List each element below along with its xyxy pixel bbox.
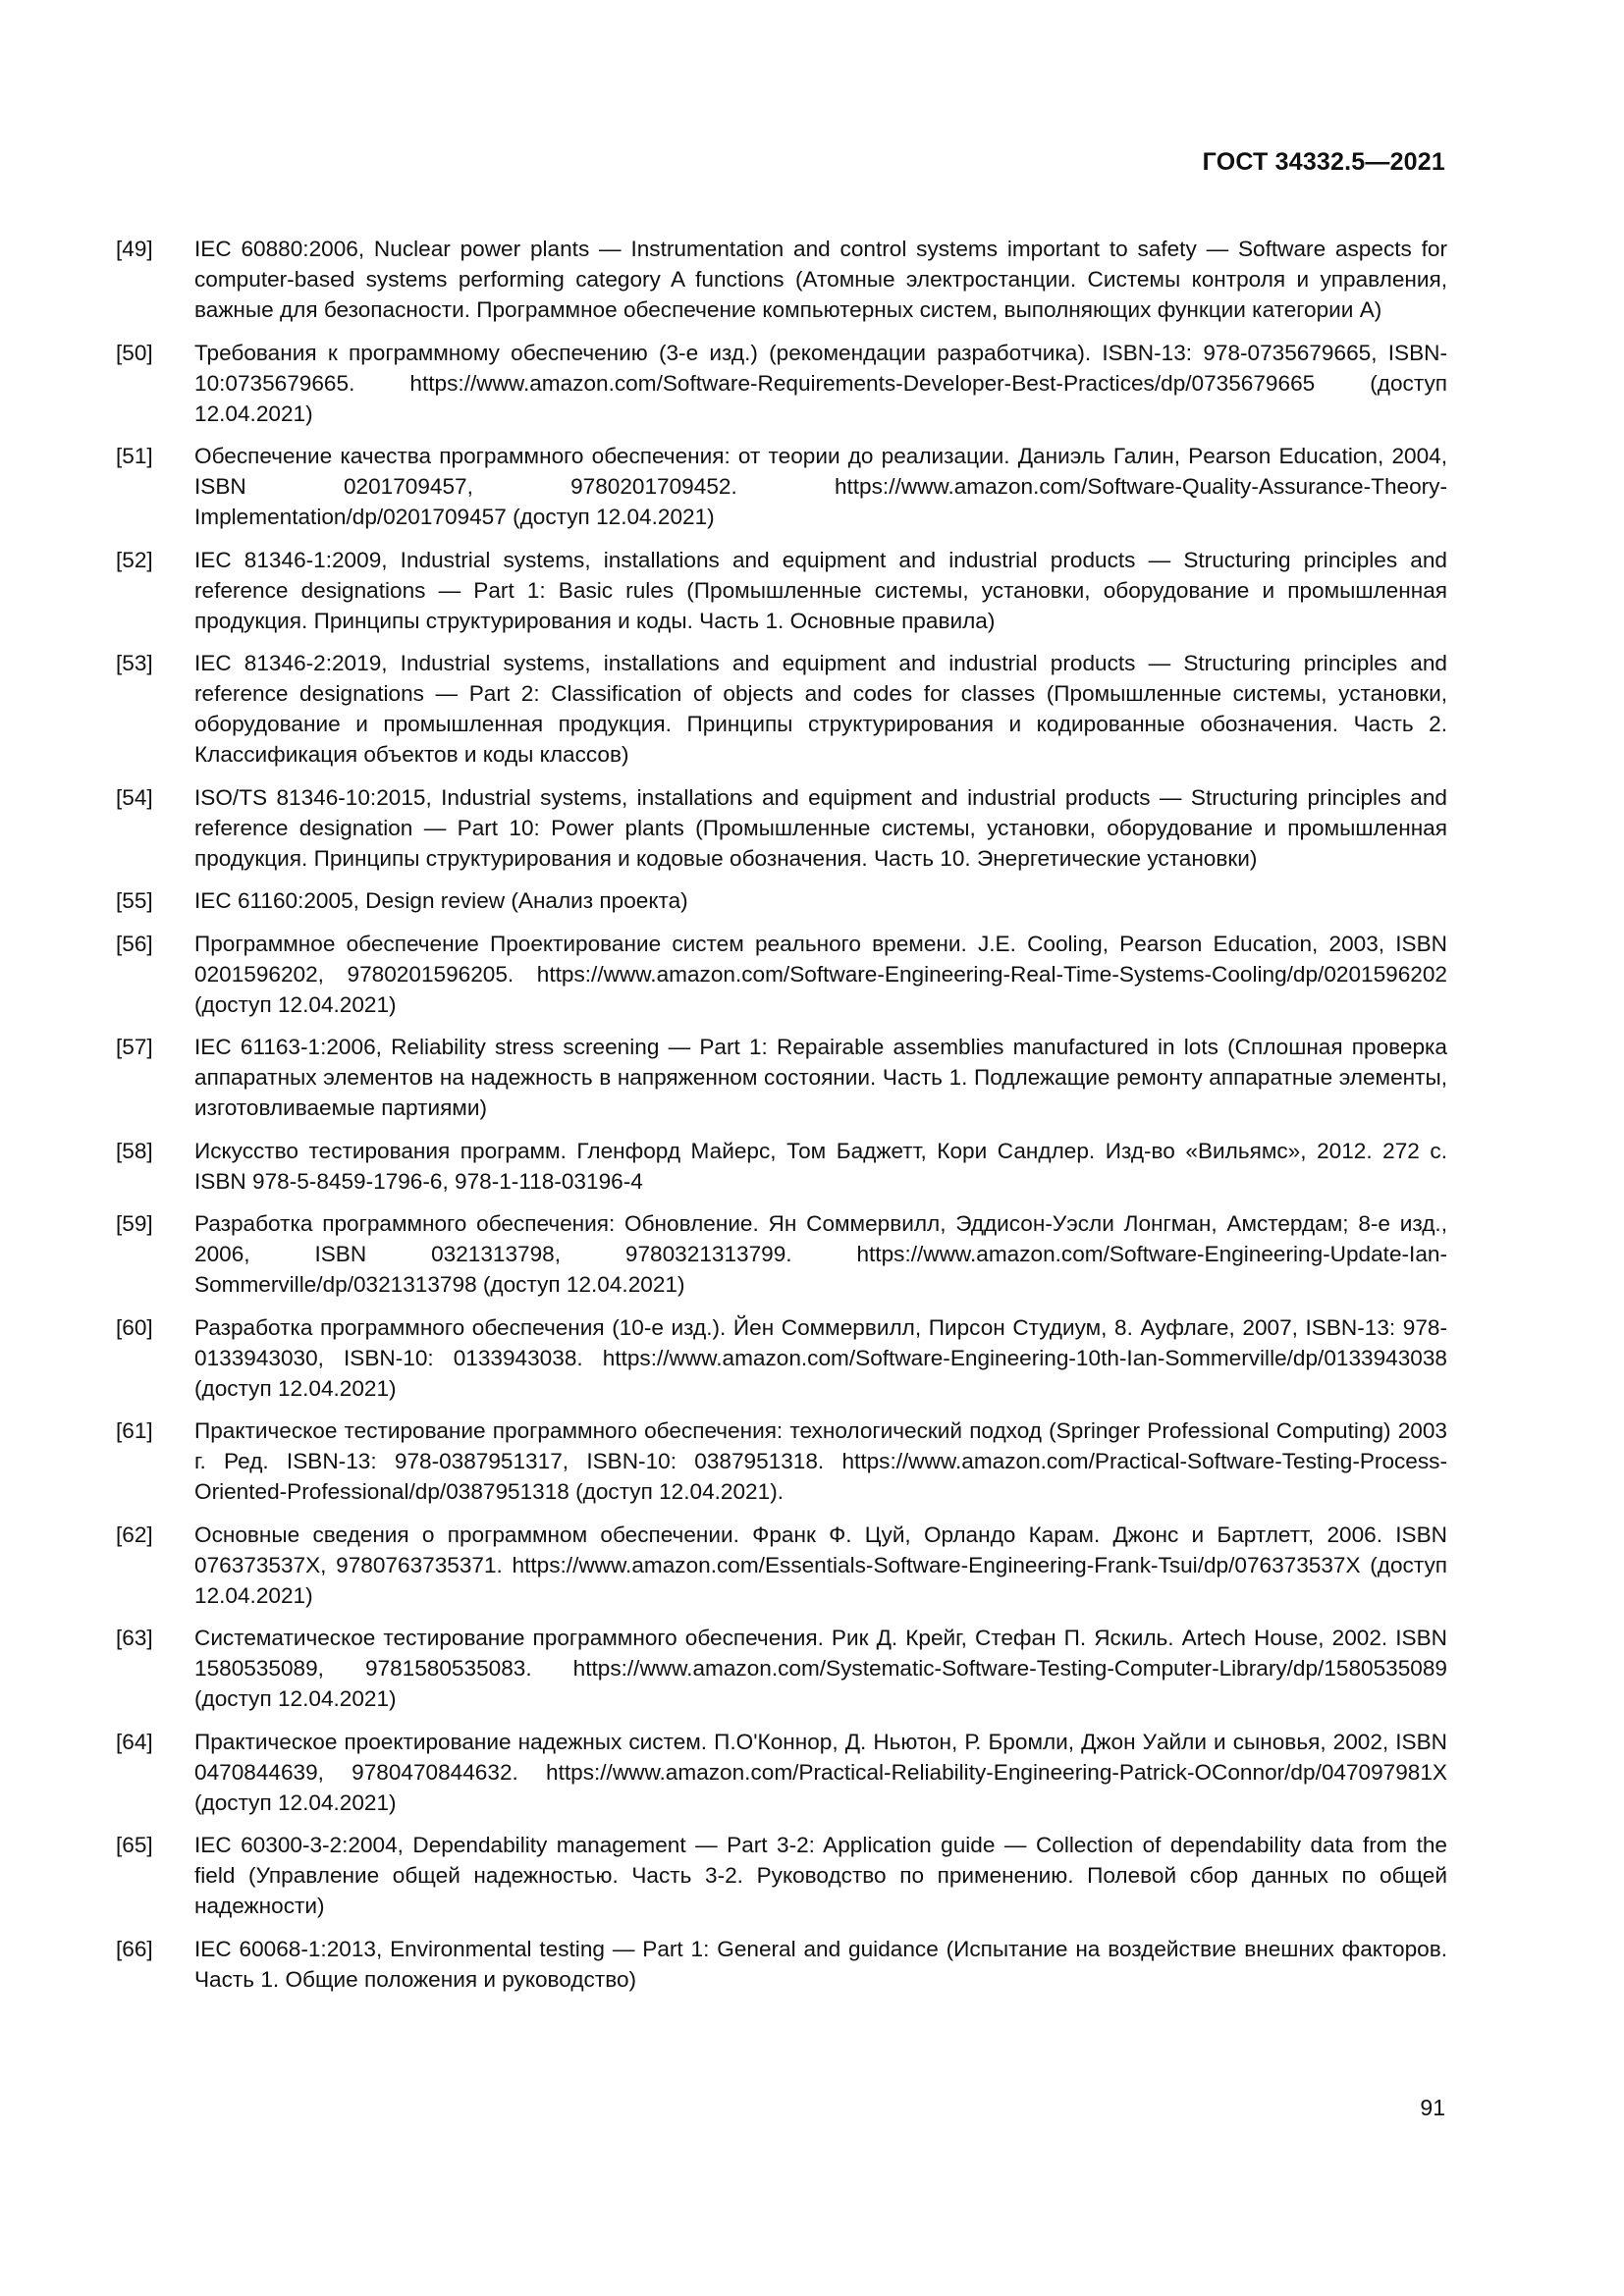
entry-text: Обеспечение качества программного обеспечения: от теории до реализации. Даниэль Галин, Pearson Education, 2004, ISBN 0201709457, 9780201709452. https://​www.amazon.com/​Software-Quality-Assurance-Theory-Implementation/dp/0201709457 (доступ 12.04.2021) — [194, 444, 1447, 529]
entry-number: [61] — [116, 1418, 153, 1443]
bibliography-entry — [116, 1312, 1447, 1404]
entry-number: [59] — [116, 1211, 153, 1236]
bibliography-entry — [116, 1727, 1447, 1818]
bibliography-entry — [116, 338, 1447, 429]
entry-text: IEC 61160:2005, Design review (Анализ проекта) — [194, 888, 688, 913]
entry-number: [53] — [116, 651, 153, 675]
bibliography-entry — [116, 1032, 1447, 1123]
entry-number: [66] — [116, 1936, 153, 1961]
entry-text: IEC 61163-1:2006, Reliability stress screening — Part 1: Repairable assemblies manufactured in lots (Сплошная проверка аппаратных элементов на надежность в напряженном состоянии. Часть 1. Подлежащие ремонту аппаратные элементы, изготовливаемые партиями) — [194, 1035, 1447, 1120]
bibliography-entry — [116, 1136, 1447, 1197]
bibliography-entry — [116, 1623, 1447, 1714]
entry-number: [54] — [116, 784, 153, 810]
bibliography-entry — [116, 929, 1447, 1020]
entry-number: [65] — [116, 1833, 153, 1857]
bibliography-entry — [116, 782, 1447, 874]
entry-number: [64] — [116, 1729, 153, 1754]
entry-text: IEC 60300-3-2:2004, Dependability management — Part 3-2: Application guide — Collection of dependability data from the field (Управление общей надежностью. Часть 3-2. Руководство по применению. Полевой сбор данных по общей надежности) — [194, 1833, 1447, 1918]
bibliography-entry — [116, 545, 1447, 636]
entry-text: ISO/TS 81346-10:2015, Industrial systems, installations and equipment and industrial products — Structuring principles and reference designation — Part 10: Power plants (Промышленные системы, установки, оборудование и промышленная продукция. Принципы структурирования и кодовые обозначения. Часть 10. Энергетические установки) — [194, 784, 1447, 871]
entry-text: Разработка программного обеспечения: Обновление. Ян Соммервилл, Эддисон-Уэсли Лонгман, Амстердам; 8-е изд., 2006, ISBN 0321313798, 9780321313799. https://​www.amazon.com/​Software-Engineering-Update-Ian-​Sommerville/dp/0321313798 (доступ 12.04.2021) — [194, 1211, 1447, 1297]
entry-text: Искусство тестирования программ. Гленфорд Майерс, Том Баджетт, Кори Сандлер. Изд-во «Вильямс», 2012. 272 с. ISBN 978-5-8459-1796-6, 978-1-118-03196-4 — [194, 1138, 1447, 1194]
bibliography-entry — [116, 1830, 1447, 1921]
bibliography-entry — [116, 885, 1447, 916]
bibliography-entry — [116, 234, 1447, 325]
entry-number: [50] — [116, 340, 153, 365]
entry-number: [51] — [116, 444, 153, 468]
bibliography-entry — [116, 1934, 1447, 1995]
entry-number: [63] — [116, 1626, 153, 1650]
bibliography-entry — [116, 1208, 1447, 1300]
entry-text: Требования к программному обеспечению (3-е изд.) (рекомендации разработчика). ISBN-13: 978-​0735679665, ISBN-10:0735679665. https://​www.amazon.com/​Software-Requirements-Developer-Best-Practices/​dp/0735679665 (доступ 12.04.2021) — [194, 340, 1447, 426]
bibliography-list — [116, 234, 1447, 2006]
entry-text: Программное обеспечение Проектирование систем реального времени. J.E. Cooling, Pearson Education, 2003, ISBN 0201596202, 9780201596205. https://​www.amazon.com/​Software-Engineering-Real-Time-Systems-Cooling/dp/0201596202 (доступ 12.04.2021) — [194, 931, 1447, 1017]
entry-text: Практическое проектирование надежных систем. П.О'Коннор, Д. Ньютон, Р. Бромли, Джон Уайли и сыновья, 2002, ISBN 0470844639, 9780470844632. https://​www.amazon.com/​Practical-Reliability-Engineering-Patrick-​OConnor/dp/047097981X (доступ 12.04.2021) — [194, 1729, 1447, 1815]
bibliography-entry — [116, 441, 1447, 532]
bibliography-entry — [116, 1520, 1447, 1611]
entry-text: Систематическое тестирование программного обеспечения. Рик Д. Крейг, Стефан П. Яскиль. Artech House, 2002. ISBN 1580535089, 9781580535083. https://​www.amazon.com/​Systematic-Software-Testing-Computer-Library/dp/1580535089 (доступ 12.04.2021) — [194, 1626, 1447, 1711]
entry-number: [58] — [116, 1138, 153, 1163]
entry-text: Разработка программного обеспечения (10-е изд.). Йен Соммервилл, Пирсон Студиум, 8. Ауфлаге, 2007, ISBN-13: 978-0133943030, ISBN-10: 0133943038. https://​www.amazon.com/​Software-Engineering-10th-Ian-​Sommerville/dp/0133943038 (доступ 12.04.2021) — [194, 1314, 1447, 1401]
entry-text: IEC 81346-1:2009, Industrial systems, installations and equipment and industrial products — Structuring principles and reference designations — Part 1: Basic rules (Промышленные системы, установки, оборудование и промышленная продукция. Принципы структурирования и коды. Часть 1. Основные правила) — [194, 547, 1447, 633]
bibliography-entry — [116, 1415, 1447, 1507]
entry-text: IEC 60880:2006, Nuclear power plants — Instrumentation and control systems important to safety — Software aspects for computer-based systems performing category A functions (Атомные электростанции. Системы контроля и управления, важные для безопасности. Программное обеспечение компьютерных систем, выполняющих функции категории A) — [194, 237, 1447, 322]
standard-designation: ГОСТ 34332.5—2021 — [1202, 148, 1445, 176]
entry-number: [49] — [116, 237, 153, 261]
entry-number: [52] — [116, 547, 153, 572]
entry-text: Основные сведения о программном обеспечении. Франк Ф. Цуй, Орландо Карам. Джонс и Бартлетт, 2006. ISBN 076373537X, 9780763735371. https://​www.amazon.com/​Essentials-Software-Engineering-Frank-Tsui/​dp/076373537X (доступ 12.04.2021) — [194, 1522, 1447, 1608]
entry-text: IEC 81346-2:2019, Industrial systems, installations and equipment and industrial products — Structuring principles and reference designations — Part 2: Classification of objects and codes for classes (Промышленные системы, установки, оборудование и промышленная продукция. Принципы структурирования и кодированные обозначения. Часть 2. Классификация объектов и коды классов) — [194, 651, 1447, 767]
entry-text: IEC 60068-1:2013, Environmental testing — Part 1: General and guidance (Испытание на воздействие внешних факторов. Часть 1. Общие положения и руководство) — [194, 1936, 1447, 1992]
entry-text: Практическое тестирование программного обеспечения: технологический подход (Springer Professional Computing) 2003 г. Ред. ISBN-13: 978-0387951317, ISBN-10: 0387951318. https://​www.amazon.com/​Practical-​Software-Testing-Process-Oriented-Professional/dp/0387951318 (доступ 12.04.2021). — [194, 1418, 1447, 1504]
bibliography-entry — [116, 648, 1447, 770]
page-number: 91 — [1420, 2095, 1445, 2120]
entry-number: [57] — [116, 1035, 153, 1059]
entry-number: [62] — [116, 1522, 153, 1547]
entry-number: [56] — [116, 931, 153, 956]
entry-number: [60] — [116, 1314, 153, 1340]
entry-number: [55] — [116, 888, 153, 913]
